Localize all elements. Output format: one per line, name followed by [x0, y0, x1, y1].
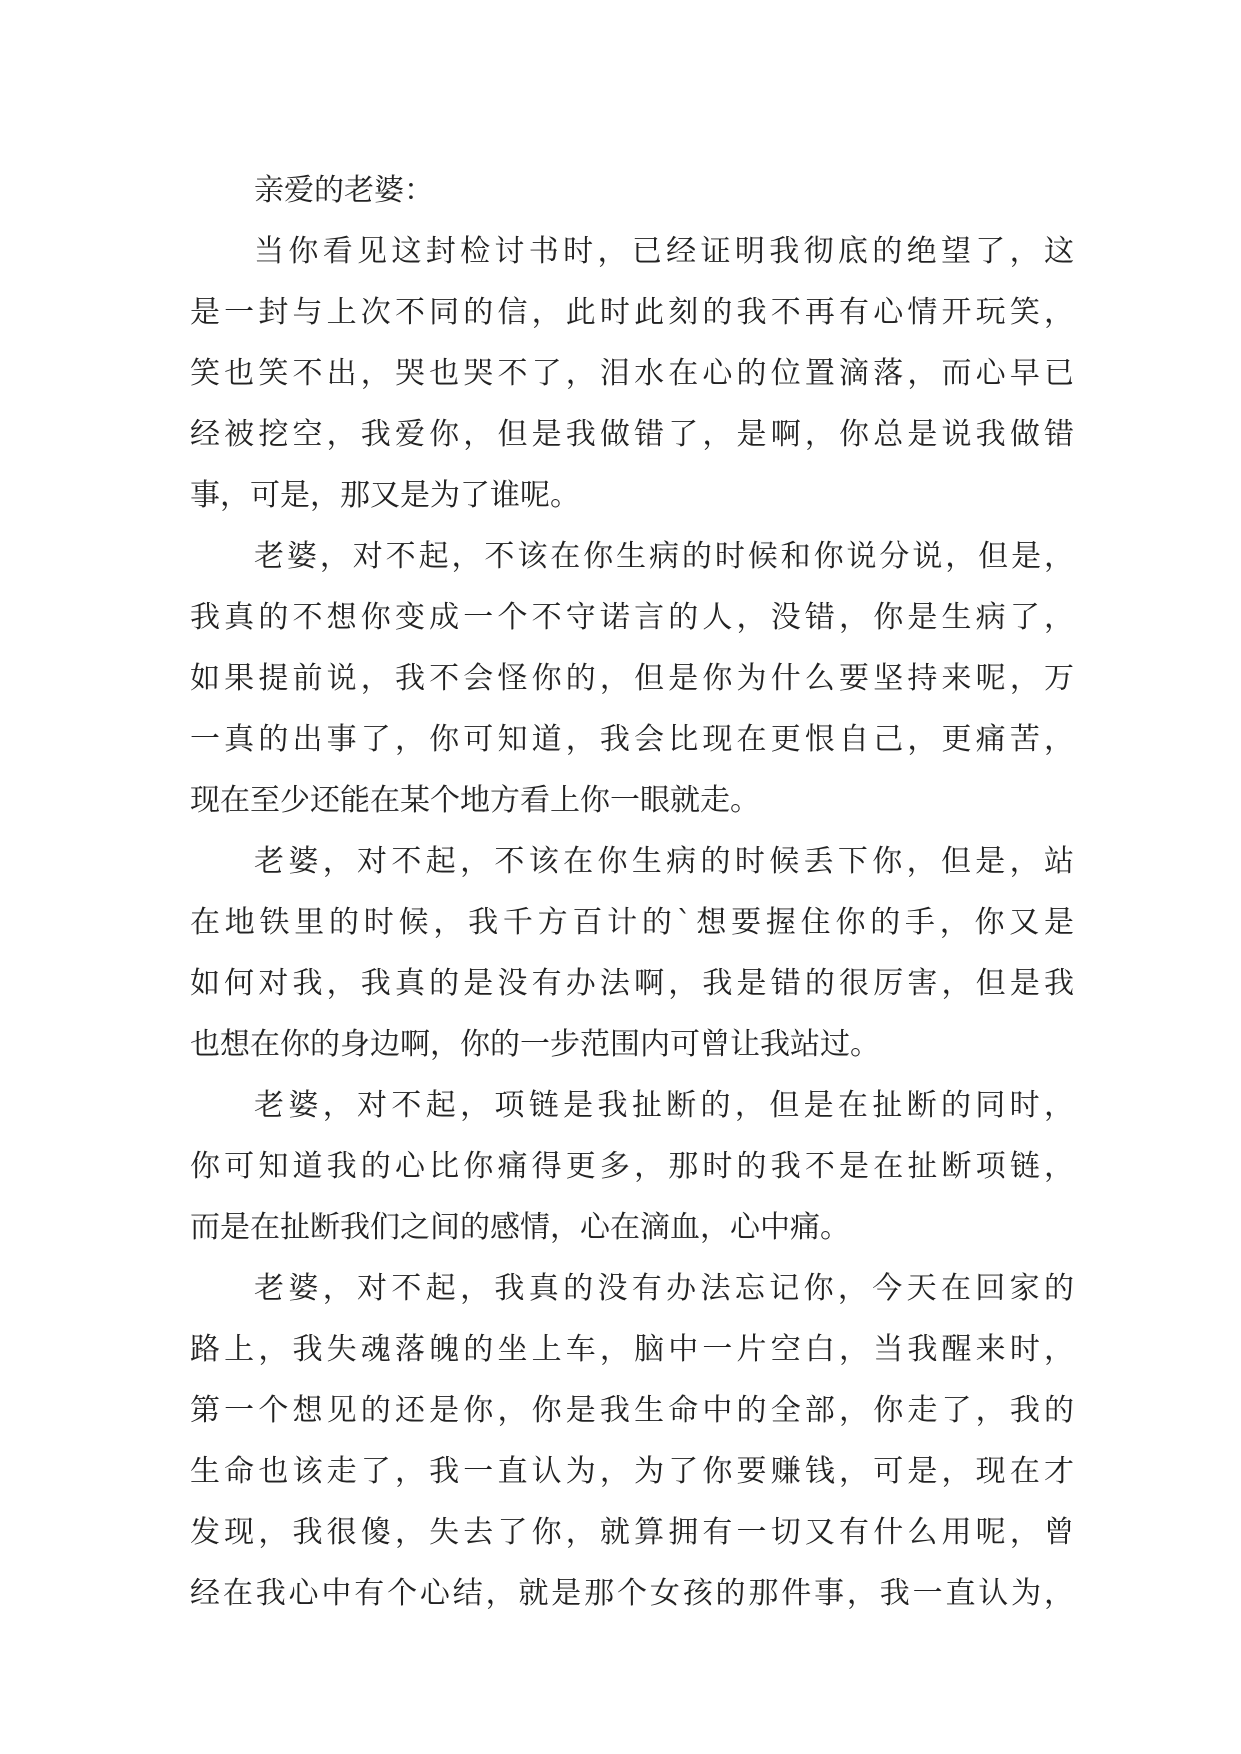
paragraph-4-line-1: 老婆，对不起，项链是我扯断的，但是在扯断的同时， [254, 1088, 1074, 1123]
paragraph-4-line-3: 而是在扯断我们之间的感情，心在滴血，心中痛。 [190, 1210, 850, 1245]
paragraph-1-line-3: 笑也笑不出，哭也哭不了，泪水在心的位置滴落，而心早已 [190, 356, 1074, 391]
paragraph-3-line-2: 在地铁里的时候，我千方百计的`想要握住你的手，你又是 [190, 905, 1074, 940]
paragraph-4-line-2: 你可知道我的心比你痛得更多，那时的我不是在扯断项链， [190, 1149, 1074, 1184]
paragraph-3-line-1: 老婆，对不起，不该在你生病的时候丢下你，但是，站 [254, 844, 1074, 879]
paragraph-1-line-1: 当你看见这封检讨书时，已经证明我彻底的绝望了，这 [254, 234, 1074, 269]
paragraph-3-line-3: 如何对我，我真的是没有办法啊，我是错的很厉害，但是我 [190, 966, 1074, 1001]
paragraph-1-line-4: 经被挖空，我爱你，但是我做错了，是啊，你总是说我做错 [190, 417, 1074, 452]
paragraph-5-line-2: 路上，我失魂落魄的坐上车，脑中一片空白，当我醒来时， [190, 1332, 1074, 1367]
paragraph-3-line-4: 也想在你的身边啊，你的一步范围内可曾让我站过。 [190, 1027, 880, 1062]
paragraph-2-line-3: 如果提前说，我不会怪你的，但是你为什么要坚持来呢，万 [190, 661, 1074, 696]
paragraph-5-line-3: 第一个想见的还是你，你是我生命中的全部，你走了，我的 [190, 1393, 1074, 1428]
paragraph-2-line-2: 我真的不想你变成一个不守诺言的人，没错，你是生病了， [190, 600, 1074, 635]
paragraph-5-line-5: 发现，我很傻，失去了你，就算拥有一切又有什么用呢，曾 [190, 1515, 1074, 1550]
paragraph-5-line-6: 经在我心中有个心结，就是那个女孩的那件事，我一直认为， [190, 1576, 1074, 1611]
paragraph-5-line-4: 生命也该走了，我一直认为，为了你要赚钱，可是，现在才 [190, 1454, 1074, 1489]
salutation: 亲爱的老婆： [254, 173, 434, 208]
paragraph-2-line-1: 老婆，对不起，不该在你生病的时候和你说分说，但是， [254, 539, 1074, 574]
paragraph-1-line-2: 是一封与上次不同的信，此时此刻的我不再有心情开玩笑， [190, 295, 1074, 330]
paragraph-1-line-5: 事，可是，那又是为了谁呢。 [190, 478, 580, 513]
letter-body [190, 160, 1074, 1624]
paragraph-2-line-5: 现在至少还能在某个地方看上你一眼就走。 [190, 783, 760, 818]
paragraph-5-line-1: 老婆，对不起，我真的没有办法忘记你，今天在回家的 [254, 1271, 1074, 1306]
paragraph-2-line-4: 一真的出事了，你可知道，我会比现在更恨自己，更痛苦， [190, 722, 1074, 757]
